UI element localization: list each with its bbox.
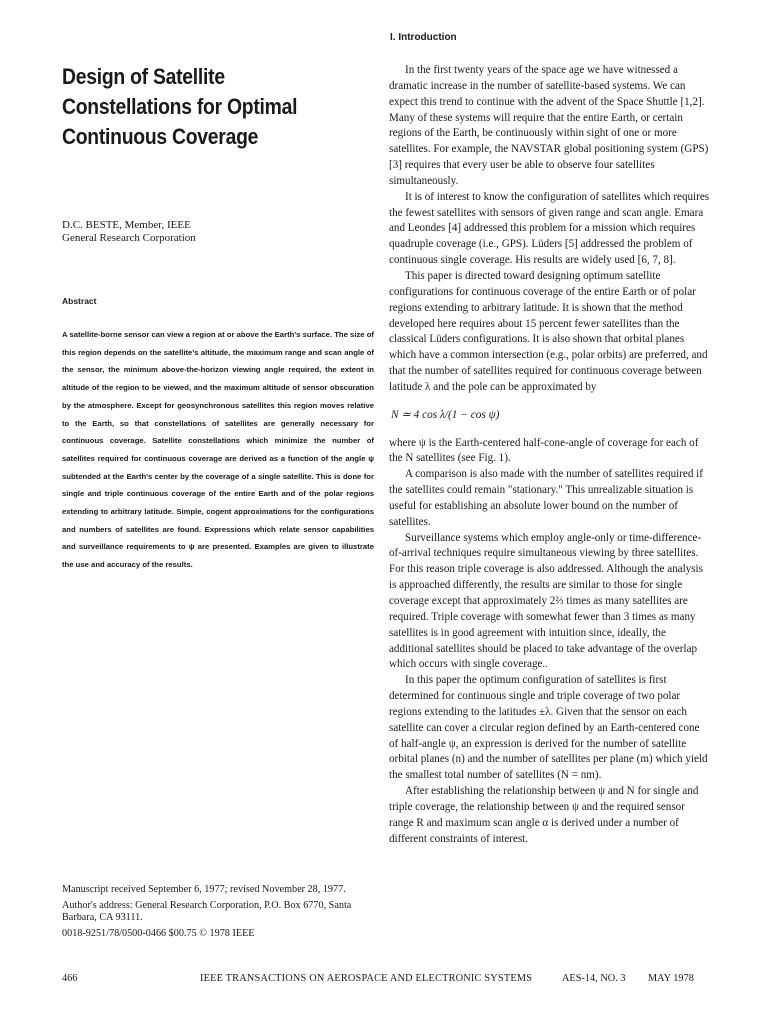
- manuscript-note: Manuscript received September 6, 1977; revised November 28, 1977.: [62, 884, 346, 895]
- footnotes: [62, 884, 378, 943]
- paragraph: In this paper the optimum configuration of satellites is first determined for continuous single and triple coverage of two polar regions extending to the latitudes ±λ. Given that the sensor on each satellite can cover a circular region defined by an Earth-centered cone of half-angle ψ, an expression is derived for the number of satellite orbital planes (n) and the number of satellites per plane (m) which yield the smallest total number of satellites (N = nm).: [389, 674, 708, 782]
- section-heading: I. Introduction: [390, 32, 457, 43]
- author-name: D.C. BESTE, Member, IEEE: [62, 219, 191, 231]
- paragraph: After establishing the relationship between ψ and N for single and triple coverage, the relationship between ψ and the required sensor range R and maximum scan angle α is derived under a number of different constraints of interest.: [389, 785, 699, 845]
- paragraph: where ψ is the Earth-centered half-cone-angle of coverage for each of the N satellites (see Fig. 1).: [389, 436, 699, 465]
- title-line-3: Continuous Coverage: [62, 124, 259, 149]
- title-line-1: Design of Satellite: [62, 64, 225, 89]
- journal-date: MAY 1978: [648, 973, 694, 984]
- paragraph: In the first twenty years of the space age we have witnessed a dramatic increase in the number of satellite-based systems. We can expect this trend to continue with the advent of the Space Shuttle [1,2]. Many of these systems will require that the entire Earth, or certain regions of the Earth, be continuously within sight of one or more satellites. For example, the NAVSTAR global positioning system (GPS) [3] requires that every user be able to observe four satellites simultaneously.: [389, 64, 709, 187]
- paragraph: This paper is directed toward designing optimum satellite configurations for continuous coverage of the entire Earth or of polar regions extending to arbitrary latitude. It is shown that the method developed here requires about 15 percent fewer satellites than the classical Lüders configurations. It is also shown that orbital planes which have a common intersection (e.g., polar orbits) are preferred, and that the number of satellites required for continuous coverage between latitude λ and the pole can be approximated by: [389, 269, 708, 393]
- paragraph: It is of interest to know the configuration of satellites which requires the fewest satellites with sensors of given range and scan angle. Emara and Leondes [4] addressed this problem for a mission which requires quadruple coverage (i.e., GPS). Lüders [5] addressed the problem of continuous single coverage. His results are widely used [6, 7, 8].: [389, 190, 710, 267]
- copyright-code: 0018-9251/78/0500-0466 $00.75 © 1978 IEEE: [62, 927, 255, 939]
- author-block: [62, 219, 196, 245]
- abstract-heading: Abstract: [62, 296, 97, 306]
- title-block: [62, 62, 374, 152]
- journal-issue: AES-14, NO. 3: [562, 973, 626, 984]
- paper-title: [62, 62, 372, 152]
- paragraph: Surveillance systems which employ angle-only or time-difference-of-arrival techniques require simultaneous viewing by three satellites. For this reason triple coverage is also addressed. Although the analysis is approached differently, the results are similar to those for single coverage except that approximately 2⅔ times as many satellites are required. Triple coverage with somewhat fewer than 3 times as many satellites is in good agreement with intuition since, ideally, the additional satellites should be placed to take advantage of the overlap which occurs with single coverage..: [389, 531, 703, 671]
- author-affiliation: General Research Corporation: [62, 232, 196, 244]
- introduction-body: [389, 63, 711, 848]
- journal-name: IEEE TRANSACTIONS ON AEROSPACE AND ELECTRONIC SYSTEMS: [200, 973, 533, 984]
- title-line-2: Constellations for Optimal: [62, 94, 298, 119]
- introduction-column: [389, 32, 711, 848]
- page-number: 466: [62, 973, 78, 984]
- equation: N ≃ 4 cos λ/(1 − cos ψ): [391, 408, 500, 421]
- abstract-text: A satellite-borne sensor can view a region at or above the Earth's surface. The size of this region depends on the satellite's altitude, the maximum range and scan angle of the sensor, the minimum above-the-horizon viewing angle required, the extent in altitude of the region to be viewed, and the maximum altitude of sensor obscuration by the atmosphere. Except for geosynchronous satellites this region moves relative to the Earth, so that constellations of satellites are generally necessary for continuous coverage. Satellite constellations which minimize the number of satellites required for continuous coverage are derived as a function of the angle ψ subtended at the Earth's center by the coverage of a single satellite. This is done for single and triple continuous coverage of the entire Earth and of the polar regions extending to arbitrary latitude. Simple, cogent approximations for the configurations and numbers of satellites are found. Expressions which relate sensor capabilities and surveillance requirements to ψ are presented. Examples are given to illustrate the use and accuracy of the results.: [62, 330, 374, 570]
- paragraph: A comparison is also made with the number of satellites required if the satellites could remain "stationary." This unrealizable situation is useful for establishing an absolute lower bound on the number of satellites.: [389, 468, 703, 528]
- author-address: Author's address: General Research Corporation, P.O. Box 6770, Santa Barbara, CA 93111.: [62, 899, 352, 923]
